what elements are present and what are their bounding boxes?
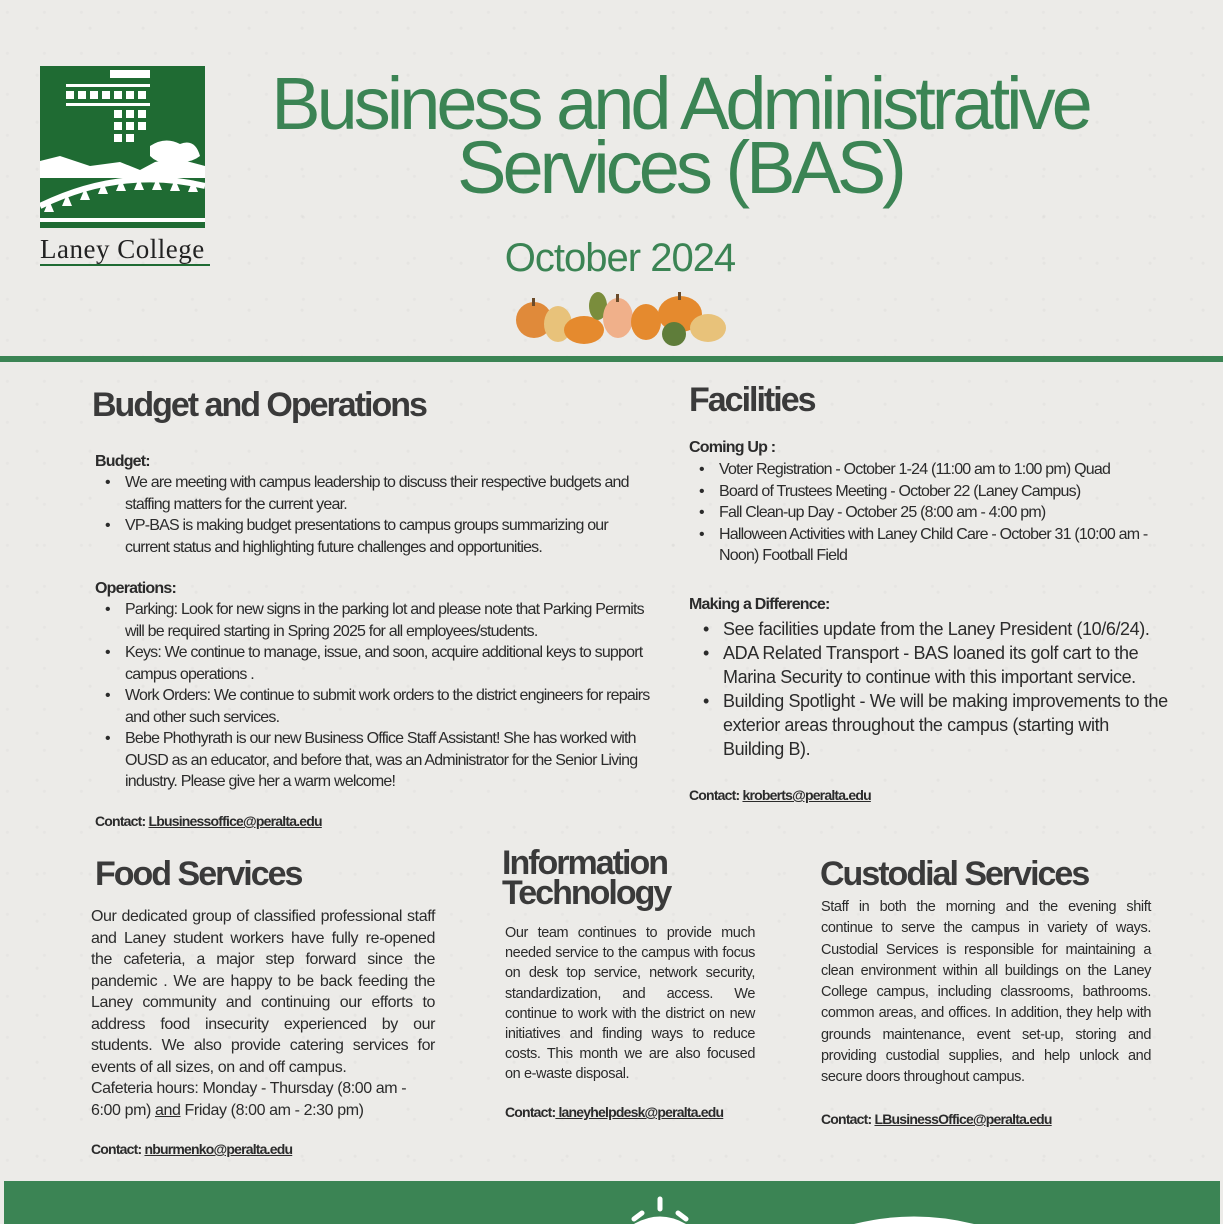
food-contact [91, 1141, 292, 1157]
laney-logo [40, 66, 205, 228]
footer-decoration [4, 1181, 1220, 1224]
contact-email-link[interactable]: kroberts@peralta.edu [742, 787, 871, 803]
newsletter-title [200, 62, 1160, 209]
list-item: • Board of Trustees Meeting - October 22 (Laney Campus) [689, 481, 1179, 503]
list-item: • Building Spotlight - We will be making improvements to the exterior areas throughout the campus (starting with Building B). [693, 689, 1173, 761]
title-line-2: Services (BAS) [457, 126, 903, 209]
budget-operations-heading: Budget and Operations [92, 386, 426, 424]
contact-label: Contact: [689, 787, 743, 803]
list-item: • Voter Registration - October 1-24 (11:00 am to 1:00 pm) Quad [689, 459, 1179, 481]
coming-up-label: Coming Up : [689, 439, 776, 456]
making-difference-list [693, 617, 1173, 761]
list-item: • We are meeting with campus leadership to discuss their respective budgets and staffing matters for the current year. [95, 472, 655, 515]
contact-label: Contact: [95, 813, 149, 829]
operations-label: Operations: [95, 580, 176, 597]
issue-month: October 2024 [504, 236, 736, 280]
budget-label: Budget: [95, 453, 150, 470]
facilities-contact [689, 787, 871, 803]
food-services-text: Our dedicated group of classified professional staff and Laney student workers have fully re-opened the cafeteria, a major step forward since the pandemic . We are happy to be back feeding the Laney community and continuing our efforts to address food insecurity experienced by our students. We also provide catering services for events of all sizes, on and off campus. [91, 908, 435, 1076]
list-item: • Keys: We continue to manage, issue, and soon, acquire additional keys to support campus operations . [95, 642, 655, 685]
coming-up-list [689, 459, 1179, 567]
hours-and: and [155, 1101, 181, 1119]
contact-email-link[interactable]: LBusinessOffice@peralta.edu [874, 1111, 1052, 1127]
operations-list [95, 599, 655, 793]
making-difference-label: Making a Difference: [689, 596, 830, 613]
budget-list [95, 472, 655, 558]
list-item: • Halloween Activities with Laney Child Care - October 31 (10:00 am - Noon) Football Field [689, 524, 1179, 567]
list-item: • ADA Related Transport - BAS loaned its golf cart to the Marina Security to continue with this important service. [693, 641, 1173, 689]
contact-email-link[interactable]: laneyhelpdesk@peralta.edu [555, 1104, 724, 1120]
it-heading [502, 844, 762, 912]
title-line-1: Business and Administrative [271, 62, 1089, 145]
contact-email-link[interactable]: Lbusinessoffice@peralta.edu [148, 813, 322, 829]
cafeteria-hours [91, 1078, 435, 1121]
list-item: • Parking: Look for new signs in the parking lot and please note that Parking Permits will be required starting in Spring 2025 for all employees/students. [95, 599, 655, 642]
hours-prefix: Cafeteria hours: Monday - Thursday (8:00 am - 6:00 pm) [91, 1080, 407, 1119]
pumpkins-illustration [512, 284, 732, 350]
facilities-heading: Facilities [689, 381, 815, 419]
it-heading-line-2: Technology [502, 874, 671, 912]
food-services-heading: Food Services [95, 855, 302, 893]
logo-graphic [40, 66, 205, 228]
footer-band [4, 1181, 1220, 1224]
logo-wordmark: Laney College [40, 234, 210, 266]
budget-contact [95, 813, 322, 829]
custodial-contact [821, 1111, 1052, 1127]
list-item: • Fall Clean-up Day - October 25 (8:00 am - 4:00 pm) [689, 502, 1179, 524]
header-divider [0, 356, 1223, 362]
custodial-body: Staff in both the morning and the evening shift continue to serve the campus in variety of ways. Custodial Services is responsible for maintaining a clean environment within all buildings on the Laney College campus, including classrooms, bathrooms. common areas, and offices. In addition, they help with grounds maintenance, event set-up, storing and providing custodial supplies, and help unlock and secure doors throughout campus. [821, 899, 1151, 1086]
contact-label: Contact: [821, 1111, 875, 1127]
list-item: • See facilities update from the Laney President (10/6/24). [693, 617, 1173, 641]
it-body: Our team continues to provide much needed service to the campus with focus on desk top service, network security, standardization, and access. We continue to work with the district on new initiatives and finding ways to reduce costs. This month we are also focused on e-waste disposal. [505, 925, 755, 1083]
it-contact [505, 1104, 723, 1120]
list-item: • Bebe Phothyrath is our new Business Office Staff Assistant! She has worked with OUSD as an educator, and before that, was an Administrator for the Senior Living industry. Please give her a warm welcome! [95, 728, 655, 793]
contact-label: Contact: [91, 1141, 145, 1157]
custodial-heading: Custodial Services [820, 855, 1089, 893]
contact-email-link[interactable]: nburmenko@peralta.edu [144, 1141, 293, 1157]
food-services-body [91, 906, 435, 1121]
hours-suffix: Friday (8:00 am - 2:30 pm) [180, 1101, 364, 1119]
contact-label: Contact: [505, 1104, 556, 1120]
list-item: • Work Orders: We continue to submit work orders to the district engineers for repairs and other such services. [95, 685, 655, 728]
list-item: • VP-BAS is making budget presentations to campus groups summarizing our current status and highlighting future challenges and opportunities. [95, 515, 655, 558]
it-heading-line-1: Information [502, 844, 667, 882]
